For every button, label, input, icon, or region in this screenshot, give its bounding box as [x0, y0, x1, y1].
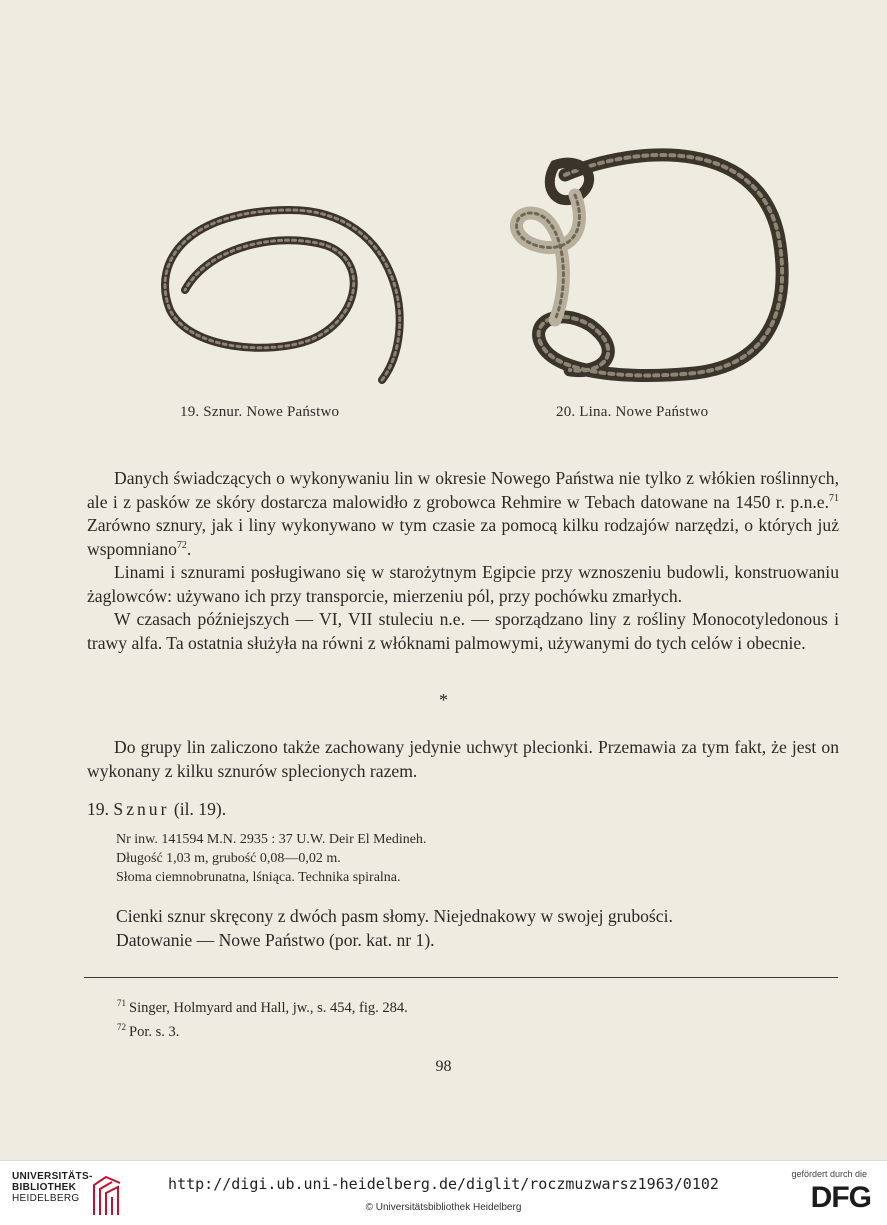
body-text-block-2	[87, 736, 839, 783]
footnote-ref-72[interactable]: 72	[176, 539, 187, 551]
page-number: 98	[435, 1058, 452, 1075]
entry-name: Sznur	[113, 799, 170, 819]
desc-line-1: Cienki sznur skręcony z dwóch pasm słomy. Niejednakowy w swojej grubości.	[116, 906, 673, 926]
figure-19-cord-image	[150, 170, 430, 390]
ub-line-2: BIBLIOTHEK	[12, 1182, 77, 1193]
catalog-entry-metadata	[116, 830, 426, 887]
paragraph-2: Linami i sznurami posługiwano się w starożytnym Egipcie przy wznoszeniu budowli, konstruowaniu żaglowców: używano ich przy transporcie, mierzeniu pól, przy pochówku zmarłych.	[87, 562, 839, 606]
ub-line-1: UNIVERSITÄTS-	[12, 1171, 93, 1182]
paragraph-4: Do grupy lin zaliczono także zachowany jedynie uchwyt plecionki. Przemawia za tym fakt, że jest on wykonany z kilku sznurów splecionych razem.	[87, 737, 839, 781]
meta-inventory: Nr inw. 141594 M.N. 2935 : 37 U.W. Deir El Medineh.	[116, 832, 427, 847]
figure-20-rope-image	[495, 135, 795, 395]
footnote-71: $^{71}$ Singer, Holmyard and Hall, jw., s. 454, fig. 284.	[117, 998, 408, 1016]
paragraph-1: Danych świadczących o wykonywaniu lin w okresie Nowego Państwa nie tylko z włókien roślinnych, ale i z pasków ze skóry dostarcza malowidło z grobowca Rehmire w Tebach datowane na 1450 r. p.n.e.$^{71}$ Zarówno sznury, jak i liny wykonywano w tym czasie za pomocą kilku rodzajów narzędzi, o których już wspomniano$^{72}$.	[87, 468, 839, 559]
dfg-logo[interactable]: DFG	[810, 1181, 871, 1214]
footnote-72: $^{72}$ Por. s. 3.	[117, 1021, 180, 1040]
viewer-footer	[0, 1160, 887, 1225]
figure-19-caption: 19. Sznur. Nowe Państwo	[180, 404, 340, 420]
section-separator: *	[439, 690, 448, 710]
footnote-divider	[84, 977, 838, 978]
catalog-entry-heading	[87, 799, 226, 820]
figure-20-caption: 20. Lina. Nowe Państwo	[556, 404, 709, 420]
desc-line-2: Datowanie — Nowe Państwo (por. kat. nr 1).	[116, 929, 435, 950]
catalog-entry-description	[116, 905, 673, 952]
entry-number: 19.	[87, 799, 109, 819]
paragraph-3: W czasach późniejszych — VI, VII stuleciu n.e. — sporządzano liny z rośliny Monocotyledonous i trawy alfa. Ta ostatnia służyła na równi z włóknami palmowymi, używanymi do tych celów i obecnie.	[87, 609, 839, 653]
ub-line-3: HEIDELBERG	[12, 1193, 80, 1204]
footnote-ref-71[interactable]: 71	[829, 492, 839, 504]
meta-material: Słoma ciemnobrunatna, lśniąca. Technika spiralna.	[116, 870, 401, 885]
entry-illustration-ref: (il. 19).	[173, 799, 227, 819]
footnotes	[117, 994, 408, 1042]
dfg-funding-label: gefördert durch die	[791, 1169, 867, 1179]
meta-dimensions: Długość 1,03 m, grubość 0,08—0,02 m.	[116, 851, 341, 866]
copyright-notice: © Universitätsbibliothek Heidelberg	[365, 1202, 522, 1213]
body-text-block-1	[87, 467, 839, 655]
figures-area	[0, 130, 887, 430]
permalink-url[interactable]: http://digi.ub.uni-heidelberg.de/diglit/roczmuzwarsz1963/0102	[168, 1175, 719, 1193]
